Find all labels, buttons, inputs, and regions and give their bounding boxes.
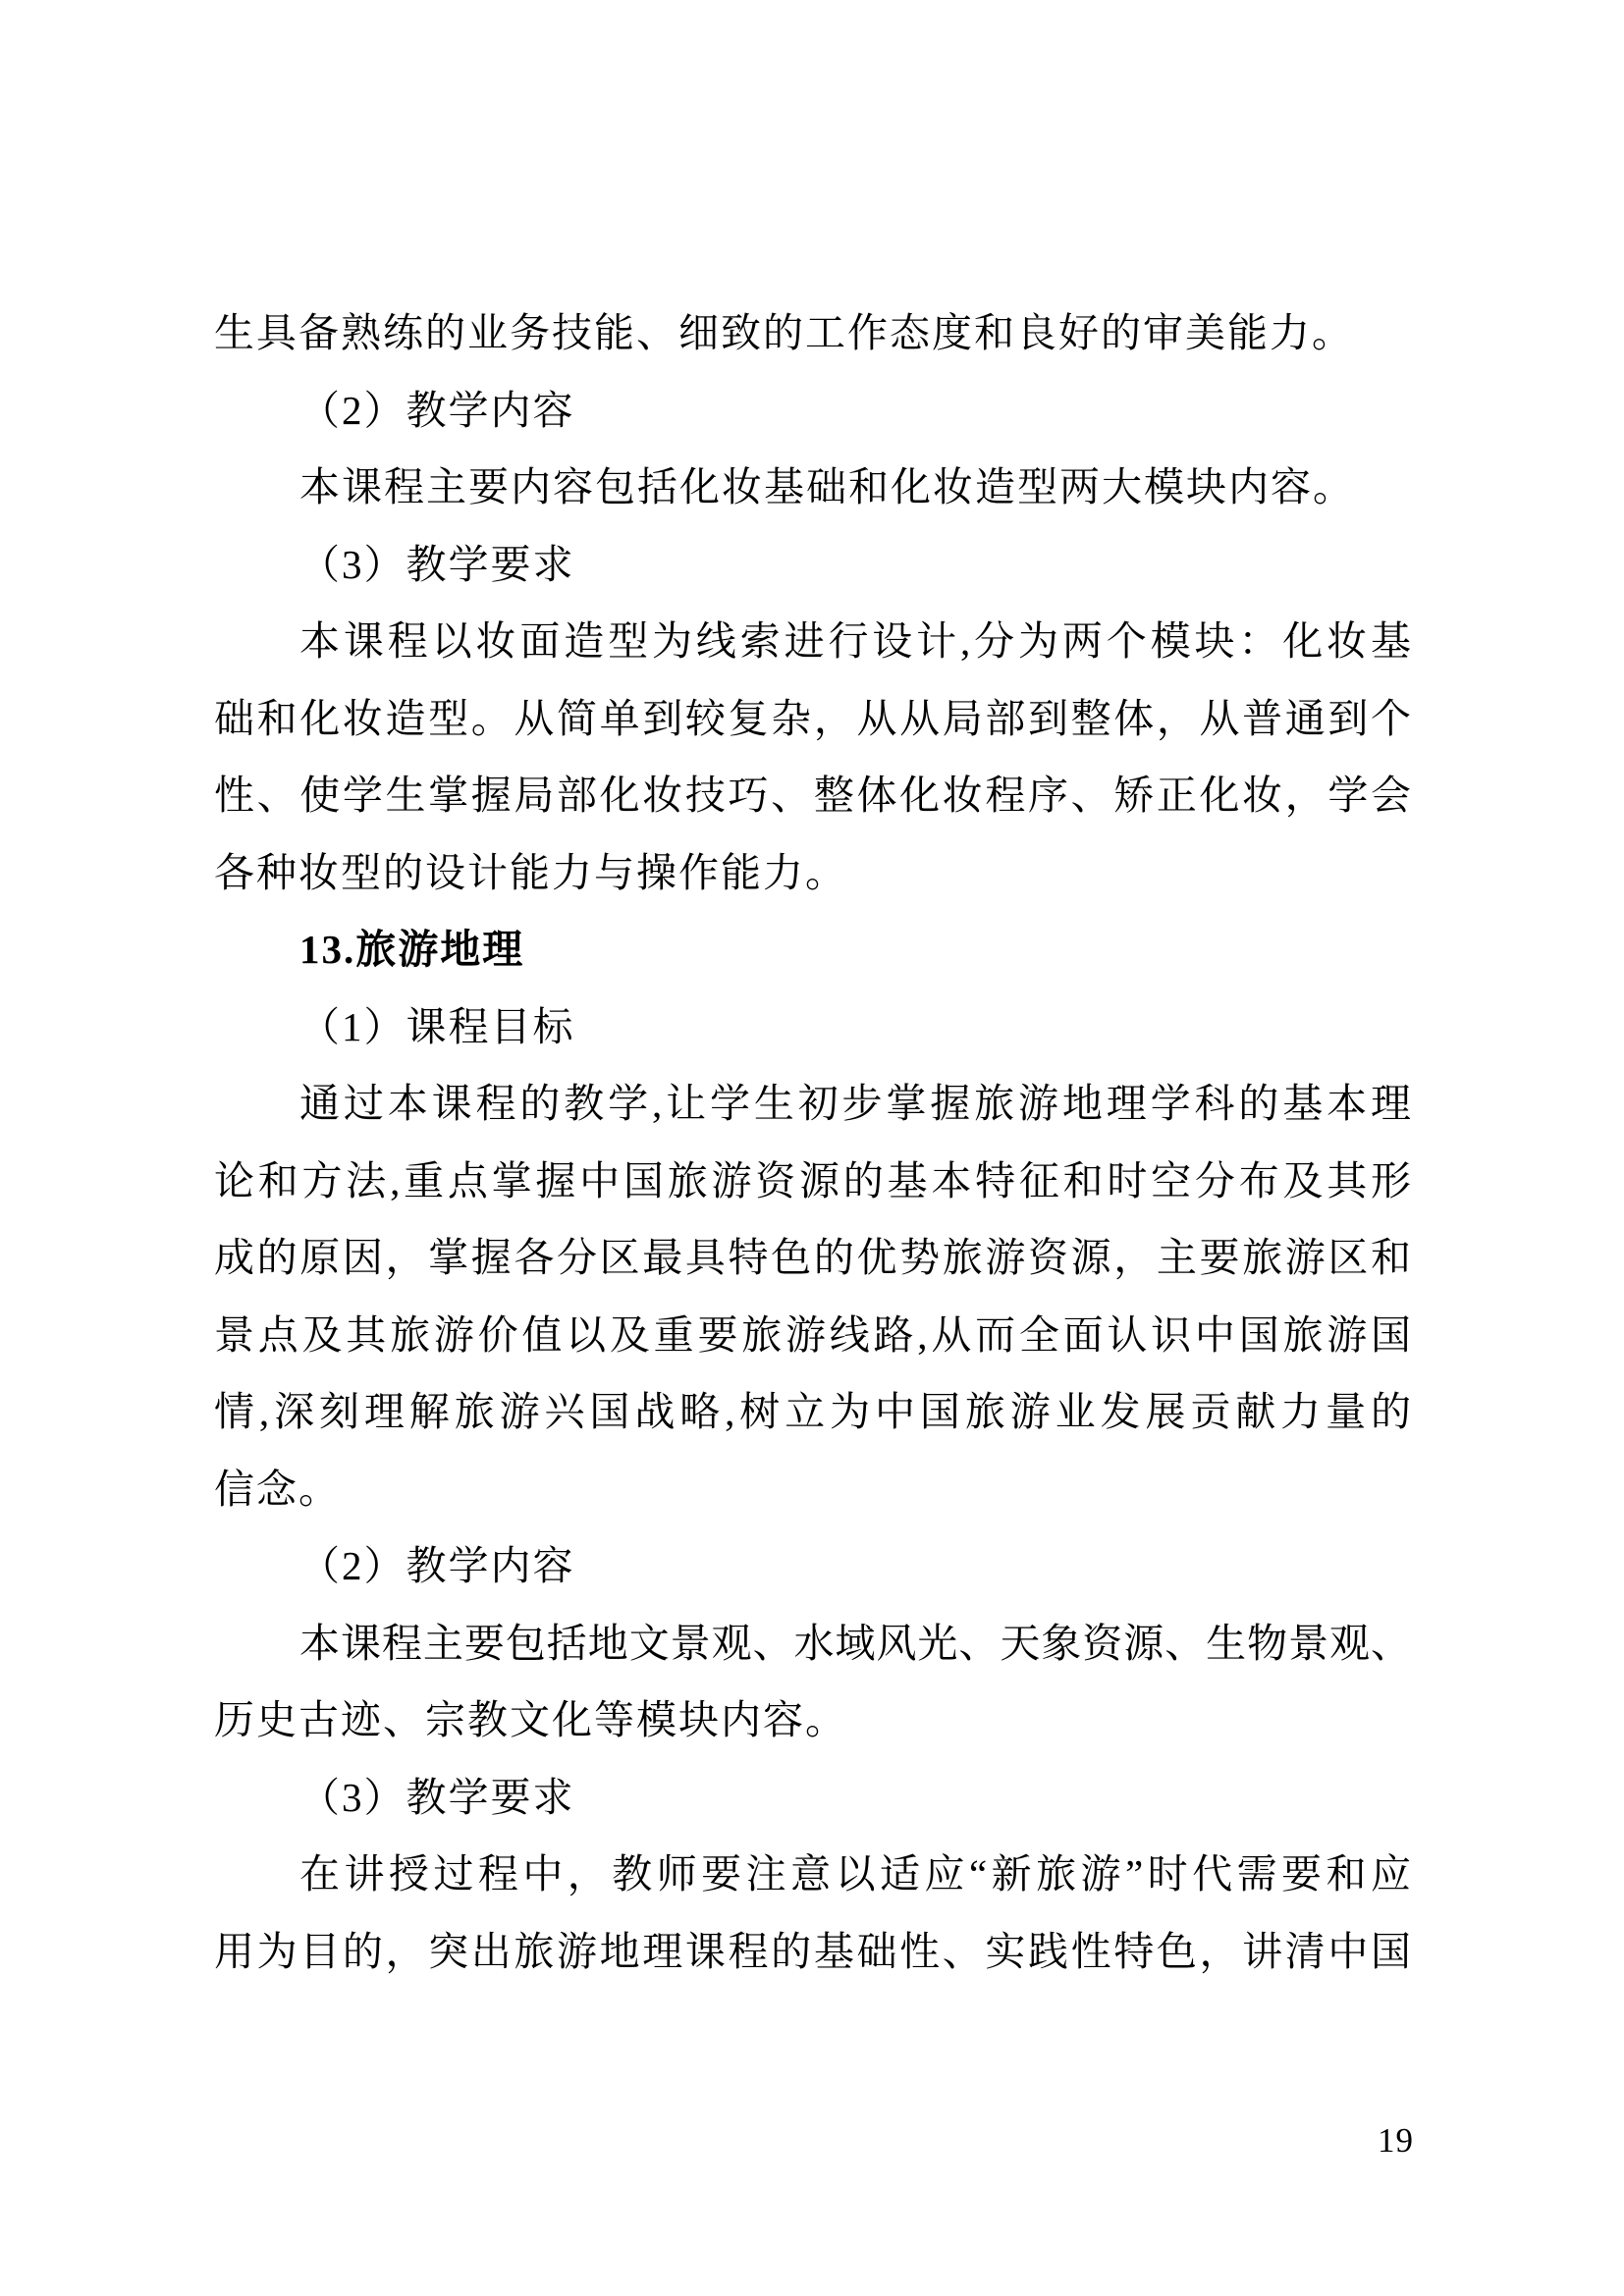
paragraph-line: 础和化妆造型。从简单到较复杂，从从局部到整体，从普通到个 <box>214 695 1411 741</box>
paragraph-line: 成的原因，掌握各分区最具特色的优势旅游资源，主要旅游区和 <box>214 1235 1411 1280</box>
paragraph-line: 本课程主要内容包括化妆基础和化妆造型两大模块内容。 <box>299 464 1355 509</box>
text-block <box>214 294 1411 1990</box>
paragraph-line: 论和方法,重点掌握中国旅游资源的基本特征和时空分布及其形 <box>214 1157 1411 1203</box>
paragraph-line: 信念。 <box>214 1466 341 1512</box>
paragraph-line: 本课程主要包括地文景观、水域风光、天象资源、生物景观、 <box>299 1620 1411 1666</box>
subheading-course-objectives: （1）课程目标 <box>299 1003 575 1049</box>
subheading-teaching-content: （2）教学内容 <box>299 387 575 433</box>
subheading-teaching-requirements: （3）教学要求 <box>299 541 575 587</box>
section-heading-travel-geography: 13.旅游地理 <box>299 927 525 972</box>
subheading-teaching-content: （2）教学内容 <box>299 1543 575 1588</box>
paragraph-line: 用为目的，突出旅游地理课程的基础性、实践性特色，讲清中国 <box>214 1928 1411 1974</box>
paragraph-line: 在讲授过程中，教师要注意以适应“新旅游”时代需要和应 <box>299 1851 1411 1896</box>
paragraph-line: 生具备熟练的业务技能、细致的工作态度和良好的审美能力。 <box>214 310 1354 355</box>
paragraph-line: 本课程以妆面造型为线索进行设计,分为两个模块：化妆基 <box>299 618 1411 664</box>
paragraph-line: 历史古迹、宗教文化等模块内容。 <box>214 1697 847 1742</box>
subheading-teaching-requirements: （3）教学要求 <box>299 1774 575 1820</box>
paragraph-line: 景点及其旅游价值以及重要旅游线路,从而全面认识中国旅游国 <box>214 1311 1411 1358</box>
paragraph-line: 各种妆型的设计能力与操作能力。 <box>214 849 847 895</box>
paragraph-line: 通过本课程的教学,让学生初步掌握旅游地理学科的基本理 <box>299 1081 1411 1126</box>
page-number: 19 <box>1378 2121 1414 2160</box>
paragraph-line: 性、使学生掌握局部化妆技巧、整体化妆程序、矫正化妆，学会 <box>214 773 1411 818</box>
paragraph-line: 情,深刻理解旅游兴国战略,树立为中国旅游业发展贡献力量的 <box>214 1389 1411 1434</box>
